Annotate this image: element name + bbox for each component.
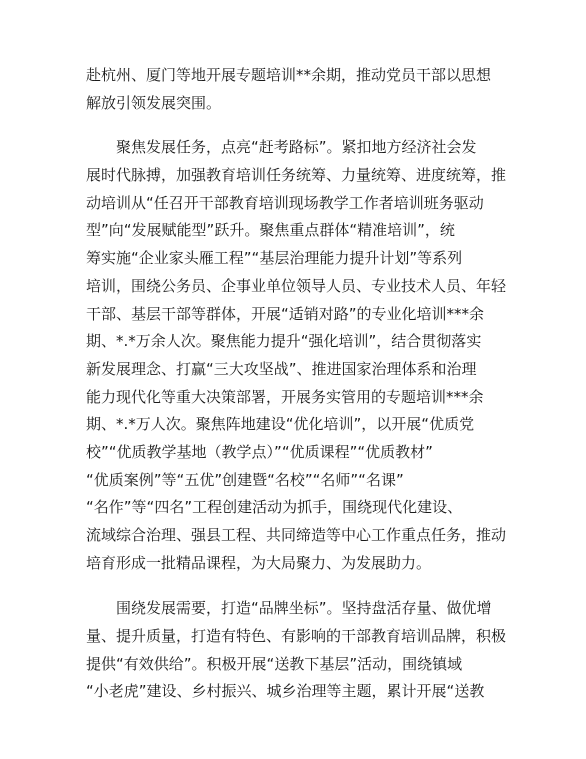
text-line: 展时代脉搏，加强教育培训任务统筹、力量统筹、进度统筹，推	[86, 166, 506, 185]
paragraph-gap	[86, 117, 506, 134]
text-line: 校”“优质教学基地（教学点）”“优质课程”“优质教材”	[86, 442, 433, 461]
text-line: 培训，围绕公务员、企事业单位领导人员、专业技术人员、年轻	[86, 276, 506, 295]
paragraph-3	[86, 595, 506, 706]
document-body	[86, 62, 506, 706]
paragraph-gap	[86, 577, 506, 595]
text-line: “小老虎”建设、乡村振兴、城乡治理等主题，累计开展“送教	[86, 682, 485, 701]
text-line: “优质案例”等“五优”创建暨“名校”“名师”“名课”	[86, 470, 404, 489]
text-line: 流域综合治理、强县工程、共同缔造等中心工作重点任务，推动	[86, 526, 506, 544]
text-line: 期、*.*万余人次。聚焦能力提升“强化培训”，结合贯彻落实	[86, 332, 482, 351]
text-line: 型”向“发展赋能型”跃升。聚焦重点群体“精准培训”，统	[86, 221, 455, 240]
text-line: 量、提升质量，打造有特色、有影响的干部教育培训品牌，积极	[86, 627, 506, 646]
text-line: 赴杭州、厦门等地开展专题培训**余期，推动党员干部以思想	[86, 66, 492, 84]
text-line: 干部、基层干部等群体，开展“适销对路”的专业化培训***余	[86, 304, 485, 323]
text-line: 围绕发展需要，打造“品牌坐标”。坚持盘活存量、做优增	[116, 599, 492, 618]
text-line: 提供“有效供给”。积极开展“送教下基层”活动，围绕镇域	[86, 654, 463, 673]
text-line: 新发展理念、打赢“三大攻坚战”、推进国家治理体系和治理	[86, 359, 477, 378]
text-line: 培育形成一批精品课程，为大局聚力、为发展助力。	[86, 553, 432, 572]
text-line: 动培训从“任召开干部教育培训现场教学工作者培训班务驱动	[86, 193, 484, 212]
text-line: 筹实施“企业家头雁工程”“基层治理能力提升计划”等系列	[86, 249, 463, 268]
text-line: 能力现代化等重大决策部署，开展务实管用的专题培训***余	[86, 387, 484, 406]
text-line: 聚焦发展任务，点亮“赶考路标”。紧扣地方经济社会发	[116, 138, 477, 157]
text-line: “名作”等“四名”工程创建活动为抓手，围绕现代化建设、	[86, 498, 463, 517]
text-line: 期、*.*万人次。聚焦阵地建设“优化培训”，以开展“优质党	[86, 415, 475, 434]
text-line: 解放引领发展突围。	[86, 93, 222, 112]
paragraph-1	[86, 62, 506, 117]
paragraph-2	[86, 134, 506, 577]
